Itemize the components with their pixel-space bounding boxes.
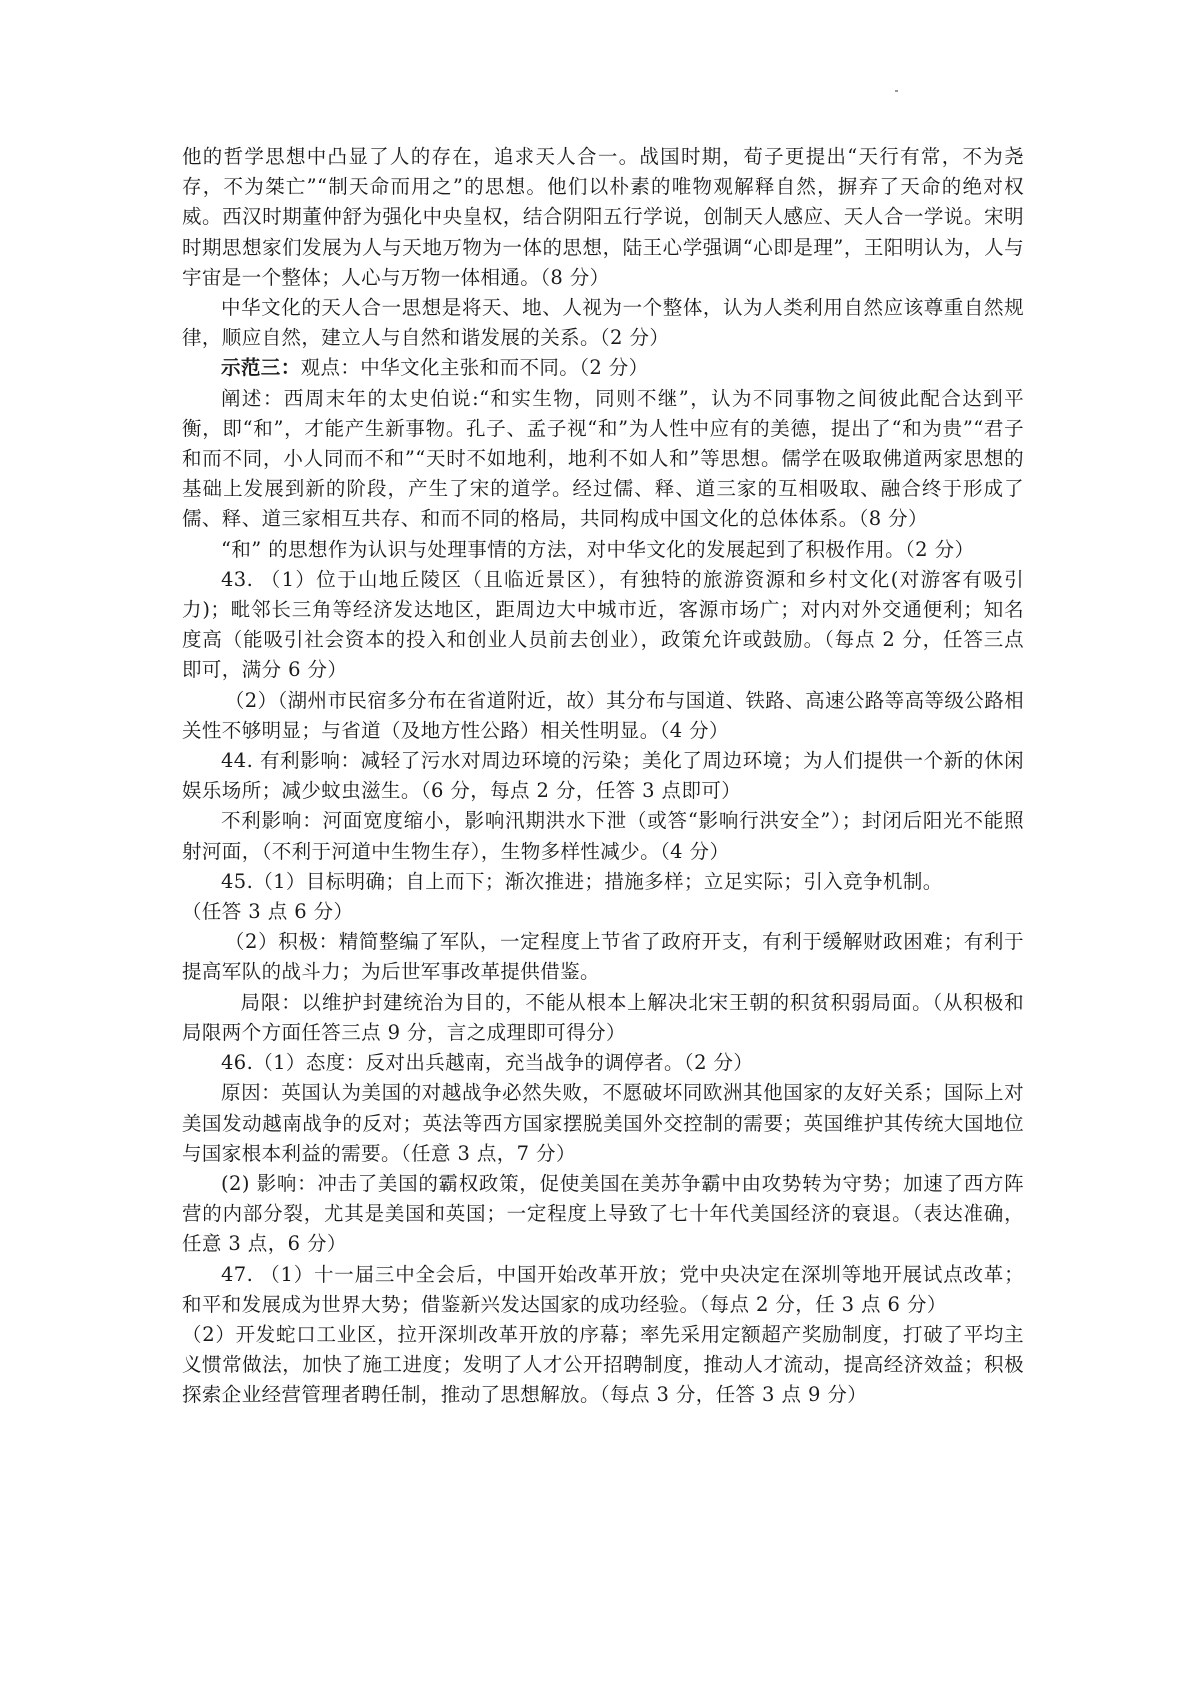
answer-45-part-1: 45.（1）目标明确；自上而下；渐次推进；措施多样；立足实际；引入竞争机制。 [221, 869, 943, 893]
example-three-viewpoint: 观点：中华文化主张和而不同。（2 分） [300, 356, 649, 380]
paragraph-he-summary: “和” 的思想作为认识与处理事情的方法，对中华文化的发展起到了积极作用。（2 分） [221, 537, 975, 561]
answer-46-attitude: 46.（1）态度：反对出兵越南，充当战争的调停者。（2 分） [221, 1051, 754, 1075]
answer-45-part-2-positive: （2）积极：精简整编了军队，一定程度上节省了政府开支，有利于缓解财政困难；有利于提高军队的战斗力；为后世军事改革提供借鉴。 [182, 930, 1024, 984]
answer-47-part-1: 47. （1）十一届三中全会后，中国开始改革开放；党中央决定在深圳等地开展试点改革；和平和发展成为世界大势；借鉴新兴发达国家的成功经验。（每点 2 分，任 3 点 6 分） [182, 1262, 1024, 1316]
answer-43-part-2: （2）（湖州市民宿多分布在省道附近，故）其分布与国道、铁路、高速公路等高等级公路相关性不够明显；与省道（及地方性公路）相关性明显。（4 分） [182, 688, 1024, 742]
answer-43-part-1: 43. （1）位于山地丘陵区（且临近景区），有独特的旅游资源和乡村文化(对游客有吸引力)；毗邻长三角等经济发达地区，距周边大中城市近，客源市场广；对内对外交通便利；知名度高（能吸引社会资本的投入和创业人员前去创业），政策允许或鼓励。（每点 2 分，任答三点即可，满分 6 分） [182, 567, 1024, 682]
answer-45-part-2-limits: 局限：以维护封建统治为目的，不能从根本上解决北宋王朝的积贫积弱局面。（从积极和局限两个方面任答三点 9 分，言之成理即可得分） [182, 990, 1024, 1044]
answer-46-part-2: (2) 影响：冲击了美国的霸权政策，促使美国在美苏争霸中由攻势转为守势；加速了西方阵营的内部分裂，尤其是美国和英国；一定程度上导致了七十年代美国经济的衰退。（表达准确，任意 3 点，6 分） [182, 1171, 1024, 1256]
answer-45-part-1-note: （任答 3 点 6 分） [182, 900, 354, 924]
example-three-label: 示范三： [221, 356, 301, 380]
answer-47-part-2: （2）开发蛇口工业区，拉开深圳改革开放的序幕；率先采用定额超产奖励制度，打破了平均主义惯常做法，加快了施工进度；发明了人才公开招聘制度，推动人才流动，提高经济效益；积极探索企业经营管理者聘任制，推动了思想解放。（每点 3 分，任答 3 点 9 分） [182, 1322, 1024, 1407]
paragraph-tianren-summary: 中华文化的天人合一思想是将天、地、人视为一个整体，认为人类利用自然应该尊重自然规律，顺应自然，建立人与自然和谐发展的关系。（2 分） [182, 296, 1024, 350]
paragraph-he-elaboration: 阐述：西周末年的太史伯说:“和实生物，同则不继”，认为不同事物之间彼此配合达到平衡，即“和”，才能产生新事物。孔子、孟子视“和”为人性中应有的美德，提出了“和为贵”“君子和而不同，小人同而不和”“天时不如地利，地利不如人和”等思想。儒学在吸取佛道两家思想的基础上发展到新的阶段，产生了宋的道学。经过儒、释、道三家的互相吸取、融合终于形成了儒、释、道三家相互共存、和而不同的格局，共同构成中国文化的总体体系。（8 分） [182, 386, 1024, 531]
paragraph-example-three [182, 353, 1024, 383]
answer-document [182, 142, 1024, 1411]
scan-speck [895, 90, 898, 92]
answer-46-reasons: 原因：英国认为美国的对越战争必然失败，不愿破坏同欧洲其他国家的友好关系；国际上对美国发动越南战争的反对；英法等西方国家摆脱美国外交控制的需要；英国维护其传统大国地位与国家根本利益的需要。（任意 3 点，7 分） [182, 1081, 1024, 1165]
answer-44-unfavorable: 不利影响：河面宽度缩小，影响汛期洪水下泄（或答“影响行洪安全”）；封闭后阳光不能照射河面，（不利于河道中生物生存），生物多样性减少。（4 分） [182, 809, 1024, 863]
answer-44-favorable: 44. 有利影响：减轻了污水对周边环境的污染；美化了周边环境；为人们提供一个新的休闲娱乐场所；减少蚊虫滋生。（6 分，每点 2 分，任答 3 点即可） [182, 749, 1024, 803]
paragraph-tianren-history: 他的哲学思想中凸显了人的存在，追求天人合一。战国时期，荀子更提出“天行有常，不为尧存，不为桀亡”“制天命而用之”的思想。他们以朴素的唯物观解释自然，摒弃了天命的绝对权威。西汉时期董仲舒为强化中央皇权，结合阴阳五行学说，创制天人感应、天人合一学说。宋明时期思想家们发展为人与天地万物为一体的思想，陆王心学强调“心即是理”，王阳明认为，人与宇宙是一个整体；人心与万物一体相通。（8 分） [182, 145, 1024, 289]
